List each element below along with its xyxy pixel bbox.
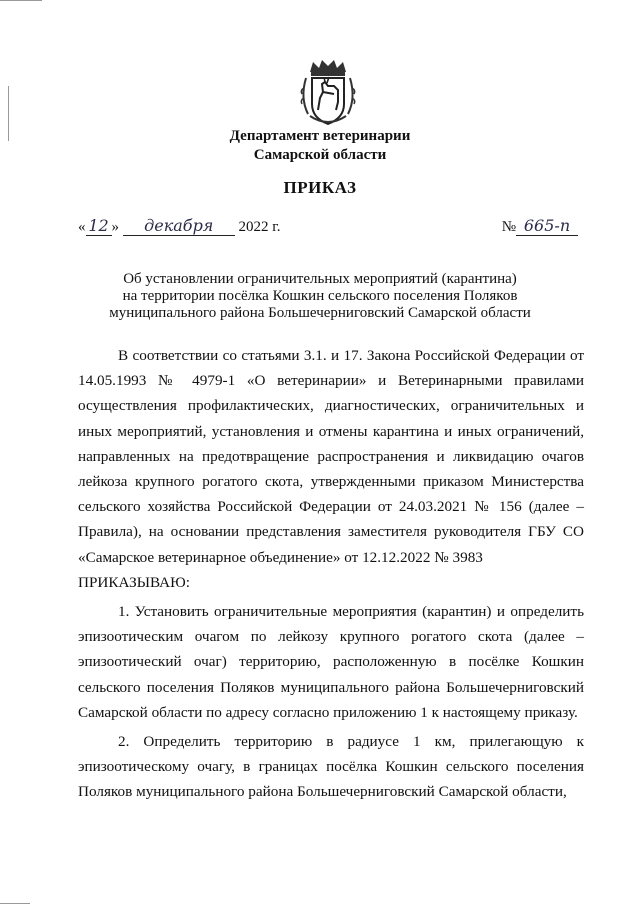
order-number: 665-п <box>516 216 578 236</box>
subject-line-1: Об установлении ограничительных мероприятий (карантина) <box>123 271 517 287</box>
order-subject <box>0 271 640 322</box>
subject-line-2: на территории посёлка Кошкин сельского поселения Поляков <box>122 288 518 304</box>
item-1-paragraph: 1. Установить ограничительные мероприятия (карантин) и определить эпизоотическим очагом по лейкозу крупного рогатого скота (далее – эпизоотический очаг) территорию, расположенную в посёлке Кошкин сельского поселения Поляков муниципального района Большечерниговский Самарской области по адресу согласно приложению 1 к настоящему приказу. <box>78 603 584 721</box>
preamble-paragraph: В соответствии со статьями 3.1. и 17. Закона Российской Федерации от 14.05.1993 № 4979-1 «О ветеринарии» и Ветеринарными правилами осуществления профилактических, диагностических, ограничительных и иных мероприятий, установления и отмены карантина и иных ограничений, направленных на предотвращение распространения и ликвидацию очагов лейкоза крупного рогатого скота, утвержденными приказом Министерства сельского хозяйства Российской Федерации от 24.03.2021 № 156 (далее – Правила), на основании представления заместителя руководителя ГБУ СО «Самарское ветеринарное объединение» от 12.12.2022 № 3983 <box>78 347 584 566</box>
order-date-line <box>78 216 578 246</box>
order-word: ПРИКАЗЫВАЮ: <box>78 573 190 591</box>
document-title: ПРИКАЗ <box>283 178 357 197</box>
date-day: 12 <box>86 216 112 236</box>
scan-mark-bottom <box>0 903 30 904</box>
date-year: 2022 г. <box>238 219 281 235</box>
number-prefix: № <box>501 219 516 235</box>
date-open-quote: « <box>78 219 86 235</box>
department-line-2: Самарской области <box>253 147 387 163</box>
scan-mark-top <box>0 0 42 1</box>
order-number-block <box>502 216 578 236</box>
department-line-1: Департамент ветеринарии <box>229 128 411 144</box>
date-close-quote: » <box>111 219 119 235</box>
subject-line-3: муниципального района Большечерниговский Самарской области <box>109 305 531 321</box>
date-month: декабря <box>123 216 235 236</box>
order-body <box>78 343 584 805</box>
coat-of-arms-icon <box>298 58 358 128</box>
item-2-paragraph: 2. Определить территорию в радиусе 1 км, прилегающую к эпизоотическому очагу, в границах посёлка Кошкин сельского поселения Поляков муниципального района Большечерниговский Самарской области, <box>78 733 584 801</box>
